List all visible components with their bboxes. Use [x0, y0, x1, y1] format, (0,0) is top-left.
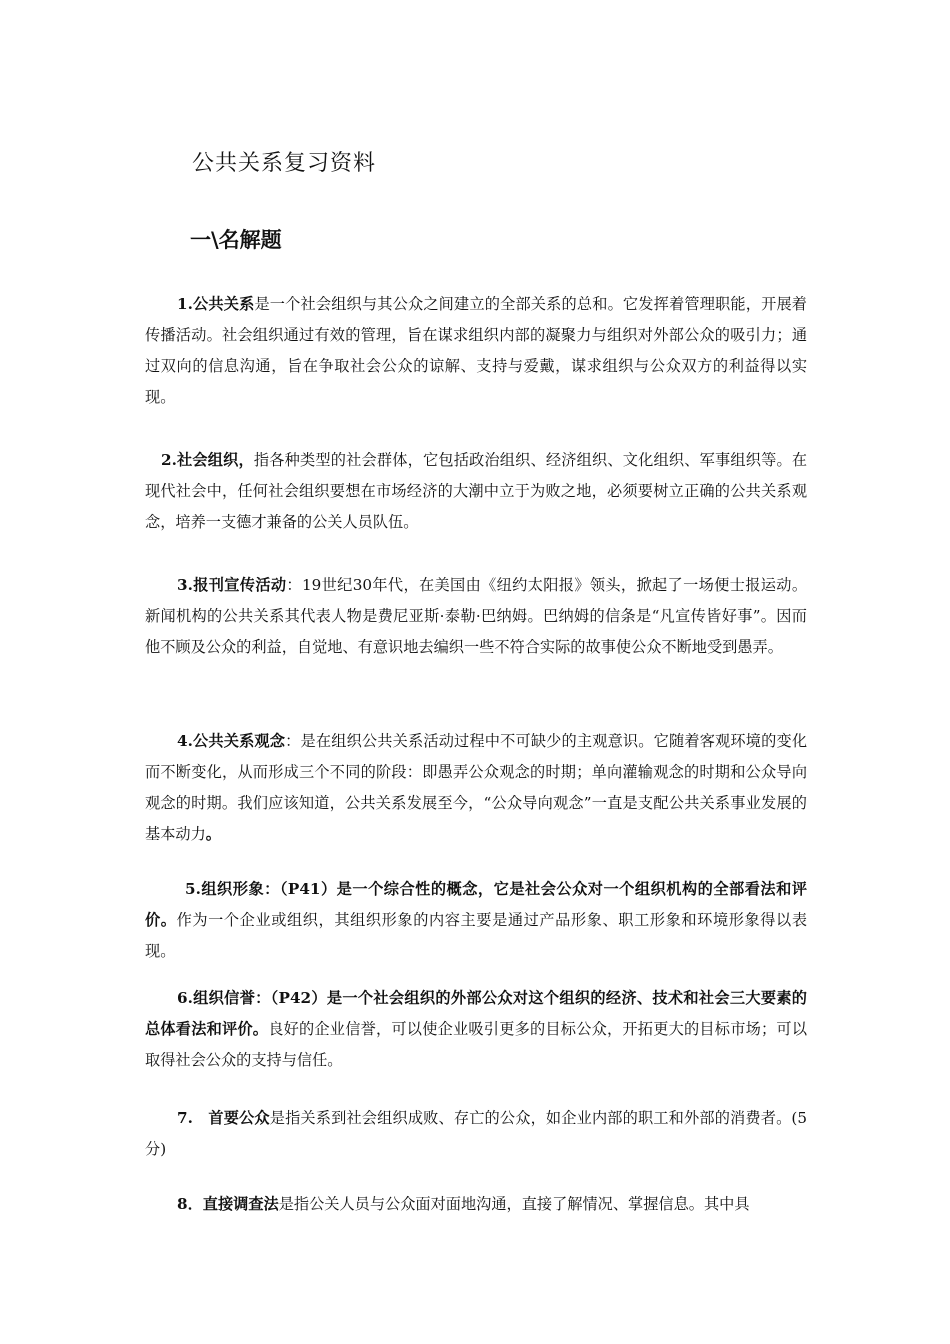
definition-paragraph-4	[145, 726, 807, 850]
definition-paragraph-7	[145, 1103, 807, 1165]
definition-7: 是指关系到社会组织成败、存亡的公众，如企业内部的职工和外部的消费者。(5分)	[145, 1109, 807, 1158]
definition-3: ：19世纪30年代，在美国由《纽约太阳报》领头，掀起了一场便士报运动。新闻机构的公共关系其代表人物是费尼亚斯·泰勒·巴纳姆。巴纳姆的信条是“凡宣传皆好事”。因而他不顾及公众的利益，自觉地、有意识地去编织一些不符合实际的故事使公众不断地受到愚弄。	[145, 576, 808, 656]
definition-1: 是一个社会组织与其公众之间建立的全部关系的总和。它发挥着管理职能，开展着传播活动。社会组织通过有效的管理，旨在谋求组织内部的凝聚力与组织对外部公众的吸引力；通过双向的信息沟通，旨在争取社会公众的谅解、支持与爱戴，谋求组织与公众双方的利益得以实现。	[145, 295, 807, 406]
definition-5: 作为一个企业或组织，其组织形象的内容主要是通过产品形象、职工形象和环境形象得以表现。	[145, 911, 808, 960]
term-2: 2.社会组织，	[161, 451, 254, 469]
definition-paragraph-8	[145, 1189, 807, 1220]
definition-paragraph-3	[145, 570, 807, 663]
definition-paragraph-2	[145, 445, 807, 538]
definition-8: 是指公关人员与公众面对面地沟通，直接了解情况、掌握信息。其中具	[278, 1195, 750, 1213]
definition-paragraph-1	[145, 289, 807, 413]
term-8: 8．直接调查法	[177, 1195, 279, 1213]
definition-4: ：是在组织公共关系活动过程中不可缺少的主观意识。它随着客观环境的变化而不断变化，从而形成三个不同的阶段：即愚弄公众观念的时期；单向灌输观念的时期和公众导向观念的时期。我们应该知道，公共关系发展至今，“公众导向观念”一直是支配公共关系事业发展的基本动力	[145, 732, 808, 843]
definition-paragraph-6	[145, 983, 807, 1076]
term-6: 6.组织信誉：（P42）是一个社会组织的外部公众对这个组织的经济、技术和社会三大要素的总体看法和评价。	[145, 989, 807, 1038]
term-5: 5.组织形象：（P41）是一个综合性的概念，它是社会公众对一个组织机构的全部看法和评价。	[145, 880, 807, 929]
definition-4-tail: 。	[205, 825, 221, 843]
section-heading: 一\名解题	[190, 228, 282, 252]
term-4: 4.公共关系观念	[177, 732, 286, 750]
definition-2: 指各种类型的社会群体，它包括政治组织、经济组织、文化组织、军事组织等。在现代社会中，任何社会组织要想在市场经济的大潮中立于为败之地，必须要树立正确的公共关系观念，培养一支德才兼备的公关人员队伍。	[145, 451, 808, 531]
term-7: 7. 首要公众	[177, 1109, 270, 1127]
definition-paragraph-5	[145, 874, 807, 967]
term-3: 3.报刊宣传活动	[177, 576, 287, 594]
document-title: 公共关系复习资料	[192, 151, 377, 176]
definition-6: 良好的企业信誉，可以使企业吸引更多的目标公众，开拓更大的目标市场；可以取得社会公众的支持与信任。	[145, 1020, 808, 1069]
term-1: 1.公共关系	[177, 295, 255, 313]
